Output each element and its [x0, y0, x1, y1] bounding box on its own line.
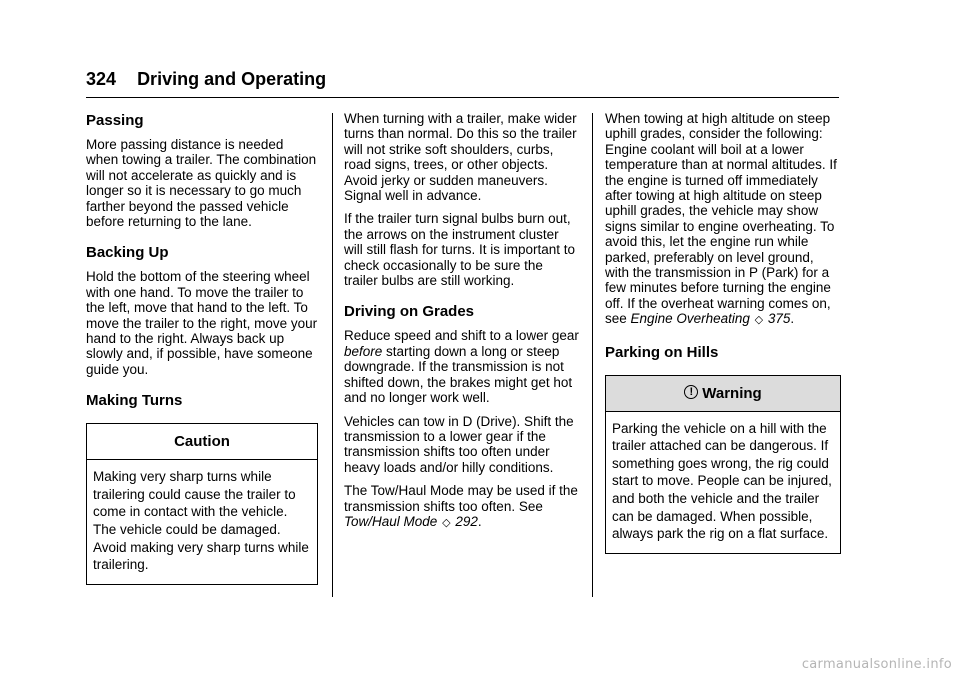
xref-tow-haul-page: 292 — [455, 513, 478, 529]
warning-box — [605, 375, 841, 554]
xref-engine-overheating[interactable] — [631, 311, 791, 326]
warning-title: Warning — [702, 384, 762, 402]
xref-engine-overheating-label: Engine Overheating — [630, 311, 750, 327]
column-1 — [86, 111, 318, 585]
para-altitude — [605, 111, 841, 329]
column-3 — [605, 111, 841, 554]
grades-1-text-a: Reduce speed and shift to a lower gear — [344, 328, 579, 344]
para-grades-3 — [344, 483, 580, 531]
altitude-end: . — [790, 311, 795, 327]
xref-arrow-icon: ◇ — [442, 516, 451, 529]
warning-text: Parking the vehicle on a hill with the trailer attached can be dangerous. If something goes wrong, the rig could start to move. People can be injured, and both the vehicle and the trailer can be damaged. When possible, always park the rig on a flat surface. — [612, 420, 832, 542]
column-divider-1 — [332, 113, 333, 597]
caution-title: Caution — [87, 424, 317, 460]
page-number: 324 — [86, 69, 117, 89]
heading-parking-on-hills: Parking on Hills — [605, 343, 719, 361]
warning-header — [606, 376, 840, 412]
section-title: Driving and Operating — [137, 69, 327, 89]
xref-tow-haul-label: Tow/Haul Mode — [344, 513, 438, 529]
column-divider-2 — [592, 113, 593, 597]
grades-3-text: The Tow/Haul Mode may be used if the transmission shifts too often. See — [344, 483, 578, 514]
heading-passing: Passing — [86, 112, 144, 129]
xref-arrow-icon: ◇ — [754, 314, 764, 327]
grades-3-end: . — [477, 513, 482, 529]
caution-text: Making very sharp turns while trailering could cause the trailer to come in contact with the vehicle. The vehicle could be damaged. Avoid making very sharp turns while trailering. — [93, 469, 309, 573]
xref-tow-haul-mode[interactable] — [344, 514, 478, 529]
para-grades-2: Vehicles can tow in D (Drive). Shift the transmission to a lower gear if the transmission shifts too often under heavy loads and/or hilly conditions. — [344, 413, 574, 475]
para-grades-1 — [344, 328, 580, 405]
xref-engine-overheating-page: 375 — [767, 311, 791, 327]
column-2 — [344, 111, 580, 539]
altitude-text: When towing at high altitude on steep uphill grades, consider the following: Engine coolant will boil at a lower temperature than at normal altitudes. If the engine is turned off immediately after towing at high altitude on steep uphill grades, the vehicle may show signs similar to engine overheating. To avoid this, let the engine run while parked, preferably on level ground, with the transmission in P (Park) for a few minutes before turning the engine off. If the overheat warning comes on, see — [605, 111, 837, 327]
para-turns-1: When turning with a trailer, make wider turns than normal. Do this so the trailer will not strike soft shoulders, curbs, road signs, trees, or other objects. Avoid jerky or sudden maneuvers. Signal well in advance. — [344, 111, 577, 204]
caution-box — [86, 423, 318, 585]
heading-driving-on-grades: Driving on Grades — [344, 303, 475, 321]
para-backing-up: Hold the bottom of the steering wheel with one hand. To move the trailer to the left, move that hand to the left. To move the trailer to the right, move your hand to the right. Always back up slowly and, if possible, have someone guide you. — [86, 269, 318, 377]
watermark: carmanualsonline.info — [801, 657, 952, 672]
grades-1-text-b: starting down a long or steep downgrade. If the transmission is not shifted down, the brakes might get hot and no longer work well. — [344, 343, 573, 406]
grades-1-emphasis: before — [344, 343, 383, 359]
heading-backing-up: Backing Up — [86, 244, 169, 262]
para-turns-2: If the trailer turn signal bulbs burn out, the arrows on the instrument cluster will still flash for turns. It is important to check occasionally to be sure the trailer bulbs are still working. — [344, 211, 576, 289]
warning-icon: ! — [684, 385, 698, 399]
para-passing: More passing distance is needed when towing a trailer. The combination will not accelerate as quickly and is longer so it is necessary to go much farther beyond the passed vehicle before returning to the lane. — [86, 137, 317, 230]
header-rule — [86, 97, 839, 98]
heading-making-turns: Making Turns — [86, 392, 183, 410]
page-header — [86, 69, 326, 90]
